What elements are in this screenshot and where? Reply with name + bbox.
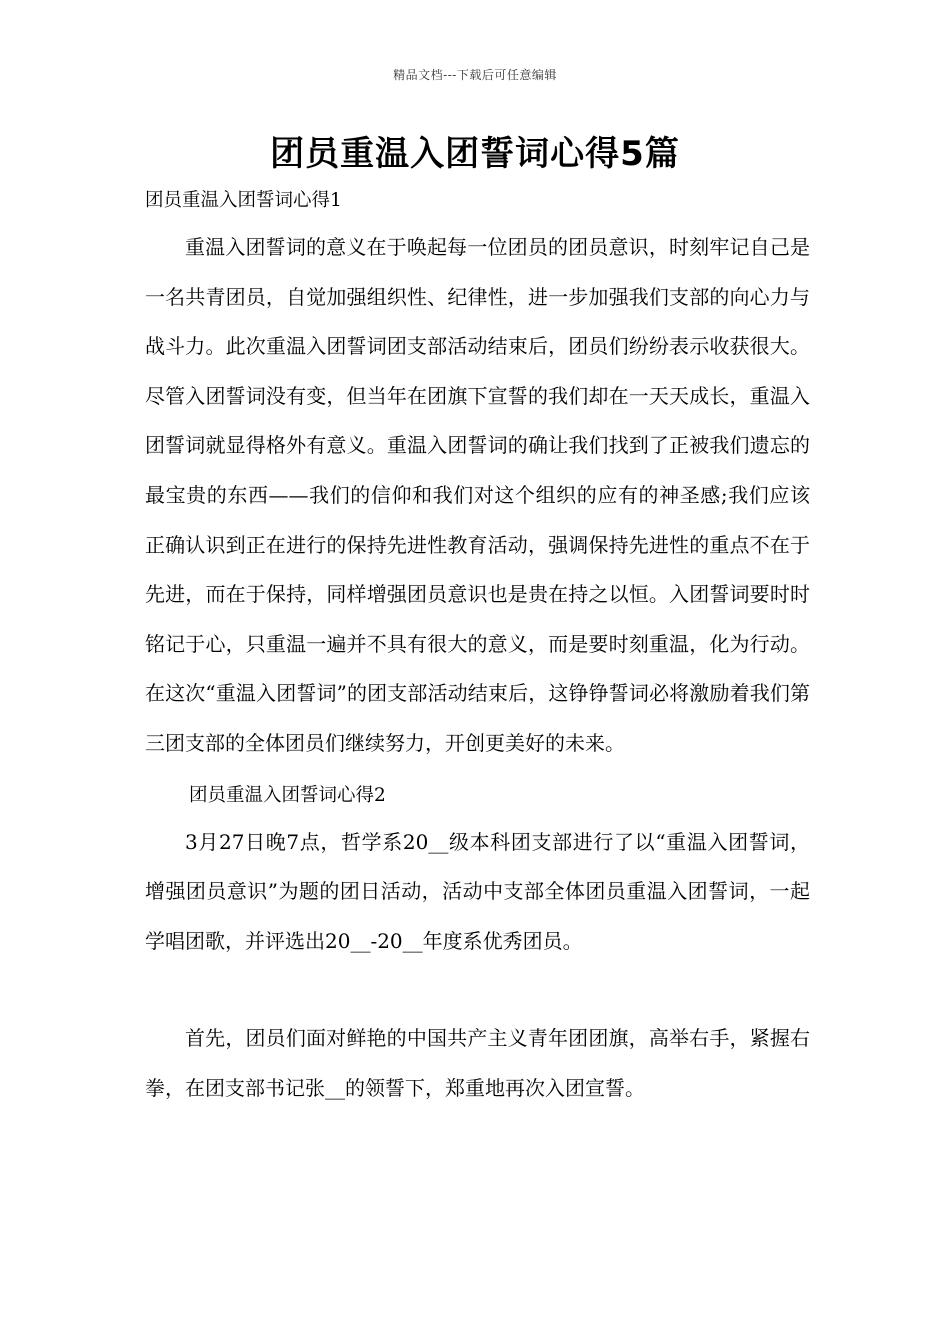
header-note: 精品文档---下载后可任意编辑	[393, 68, 557, 82]
section-2-heading: 团员重温入团誓词心得2	[189, 784, 386, 806]
section-1-heading: 团员重温入团誓词心得1	[145, 190, 342, 211]
document-title: 团员重温入团誓词心得5篇	[270, 134, 680, 174]
paragraph-gap	[145, 966, 810, 1014]
document-body	[145, 178, 810, 1114]
section-2-paragraph-2: 首先，团员们面对鲜艳的中国共产主义青年团团旗，高举右手，紧握右拳，在团支部书记张__的领誓下，郑重地再次入团宣誓。	[145, 1026, 810, 1100]
section-1-paragraph: 重温入团誓词的意义在于唤起每一位团员的团员意识，时刻牢记自己是一名共青团员，自觉加强组织性、纪律性，进一步加强我们支部的向心力与战斗力。此次重温入团誓词团支部活动结束后，团员们纷纷表示收获很大。尽管入团誓词没有变，但当年在团旗下宣誓的我们却在一天天成长，重温入团誓词就显得格外有意义。重温入团誓词的确让我们找到了正被我们遗忘的最宝贵的东西——我们的信仰和我们对这个组织的应有的神圣感;我们应该正确认识到正在进行的保持先进性教育活动，强调保持先进性的重点不在于先进，而在于保持，同样增强团员意识也是贵在持之以恒。入团誓词要时时铭记于心，只重温一遍并不具有很大的意义，而是要时刻重温，化为行动。在这次“重温入团誓词”的团支部活动结束后，这铮铮誓词必将激励着我们第三团支部的全体团员们继续努力，开创更美好的未来。	[145, 235, 810, 755]
section-2-paragraph: 3月27日晚7点，哲学系20__级本科团支部进行了以“重温入团誓词，增强团员意识”为题的团日活动，活动中支部全体团员重温入团誓词，一起学唱团歌，并评选出20__-20__年度系优秀团员。	[145, 829, 810, 953]
